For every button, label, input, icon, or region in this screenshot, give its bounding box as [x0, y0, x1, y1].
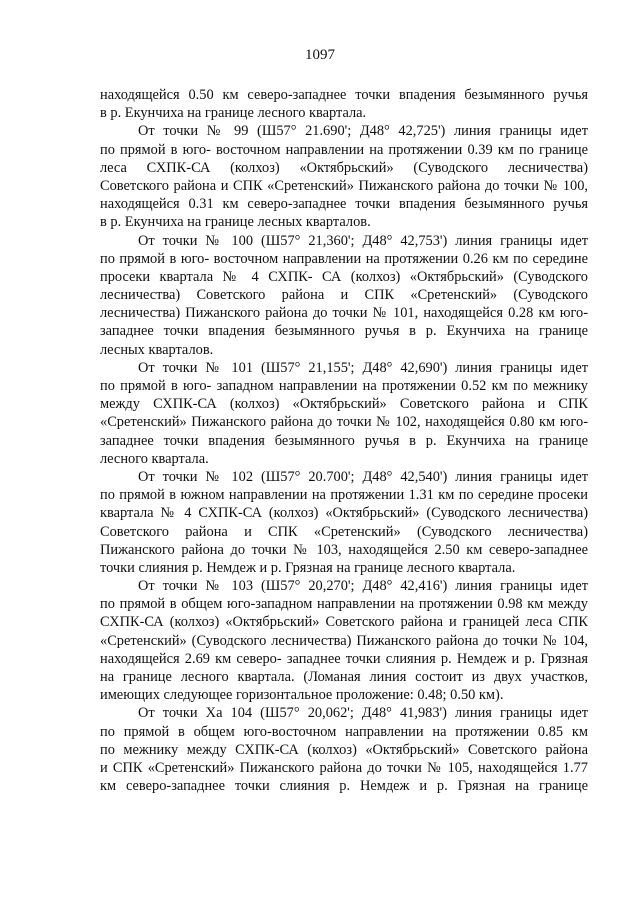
text-line: по прямой в общем юго-западном направлении на протяжении 0.98 км между	[100, 596, 588, 613]
text-line: находящейся 0.31 км северо-западнее точки впадения безымянного ручья	[100, 196, 588, 213]
text-line: СХПК-СА (колхоз) «Октябрьский» Советского района и границей леса СПК	[100, 614, 588, 631]
text-line: Пижанского района до точки № 103, находящейся 2.50 км северо-западнее	[100, 541, 588, 558]
text-line: по межнику между СХПК-СА (колхоз) «Октябрьский» Советского района	[100, 741, 588, 758]
text-line: лесного квартала.	[100, 450, 209, 467]
text-line: лесничества) Советского района и СПК «Сретенский» (Суводского	[100, 287, 588, 304]
text-line: по прямой в юго- восточном направлении на протяжении 0.26 км по середине	[100, 250, 588, 267]
text-line: «Сретенский» Пижанского района до точки № 102, находящейся 0.80 км юго-	[100, 414, 588, 431]
text-line: «Сретенский» (Суводского лесничества) Пижанского района до точки № 104,	[100, 632, 588, 649]
text-line: по прямой в юго- восточном направлении на протяжении 0.39 км по границе	[100, 141, 588, 158]
text-line: км северо-западнее точки слияния р. Немдеж и р. Грязная на границе	[100, 778, 588, 795]
text-line: Советского района и СПК «Сретенский» (Суводского лесничества)	[100, 523, 588, 540]
text-line: лесных кварталов.	[100, 341, 214, 358]
text-line: на границе лесного квартала. (Ломаная линия состоит из двух участков,	[100, 669, 588, 685]
text-line: точки слияния р. Немдеж и р. Грязная на границе лесного квартала.	[100, 559, 516, 576]
paragraph-first-line: От точки № 100 (Ш57° 21,360'; Д48° 42,753') линия границы идет	[138, 232, 588, 249]
text-line: по прямой в южном направлении на протяжении 1.31 км по середине просеки	[100, 487, 588, 504]
text-line: между СХПК-СА (колхоз) «Октябрьский» Советского района и СПК	[100, 396, 588, 413]
text-line: лесничества) Пижанского района до точки № 101, находящейся 0.28 км юго-	[100, 305, 588, 322]
text-line: и СПК «Сретенский» Пижанского района до точки № 105, находящейся 1.77	[100, 759, 588, 776]
paragraph-first-line: От точки Ха 104 (Ш57° 20,062'; Д48° 41,983') линия границы идет	[138, 705, 588, 722]
text-line: находящейся 2.69 км северо- западнее точки слияния р. Немдеж и р. Грязная	[100, 650, 588, 667]
text-line: западнее точки впадения безымянного ручья в р. Екунчиха на границе	[100, 323, 588, 340]
paragraph-first-line: От точки № 99 (Ш57° 21.690'; Д48° 42,725') линия границы идет	[138, 123, 588, 140]
text-line: по прямой в общем юго-восточном направлении на протяжении 0.85 км	[100, 723, 588, 740]
text-line: Советского района и СПК «Сретенский» Пижанского района до точки № 100,	[100, 177, 588, 194]
text-line: западнее точки впадения безымянного ручья в р. Екунчиха на границе	[100, 432, 588, 449]
paragraph-first-line: От точки № 101 (Ш57° 21,155'; Д48° 42,690') линия границы идет	[138, 359, 588, 376]
paragraph-first-line: От точки № 102 (Ш57° 20.700'; Д48° 42,540') линия границы идет	[138, 468, 588, 485]
text-line: леса СХПК-СА (колхоз) «Октябрьский» (Суводского лесничества)	[100, 159, 588, 176]
text-line: находящейся 0.50 км северо-западнее точки впадения безымянного ручья	[100, 87, 588, 103]
text-line: квартала № 4 СХПК-СА (колхоз) «Октябрьский» (Суводского лесничества)	[100, 505, 588, 522]
text-line: в р. Екунчиха на границе лесных кварталов.	[100, 214, 371, 231]
text-line: просеки квартала № 4 СХПК- СА (колхоз) «Октябрьский» (Суводского	[100, 268, 588, 285]
paragraph-first-line: От точки № 103 (Ш57° 20,270'; Д48° 42,416') линия границы идет	[138, 578, 588, 595]
text-line: по прямой в юго- западном направлении на протяжении 0.52 км по межнику	[100, 378, 588, 394]
text-line: в р. Екунчиха на границе лесного квартала.	[100, 105, 367, 122]
document-body	[100, 86, 588, 795]
text-line: имеющих следующее горизонтальное проложение: 0.48; 0.50 км).	[100, 687, 504, 704]
page-number: 1097	[305, 47, 335, 63]
